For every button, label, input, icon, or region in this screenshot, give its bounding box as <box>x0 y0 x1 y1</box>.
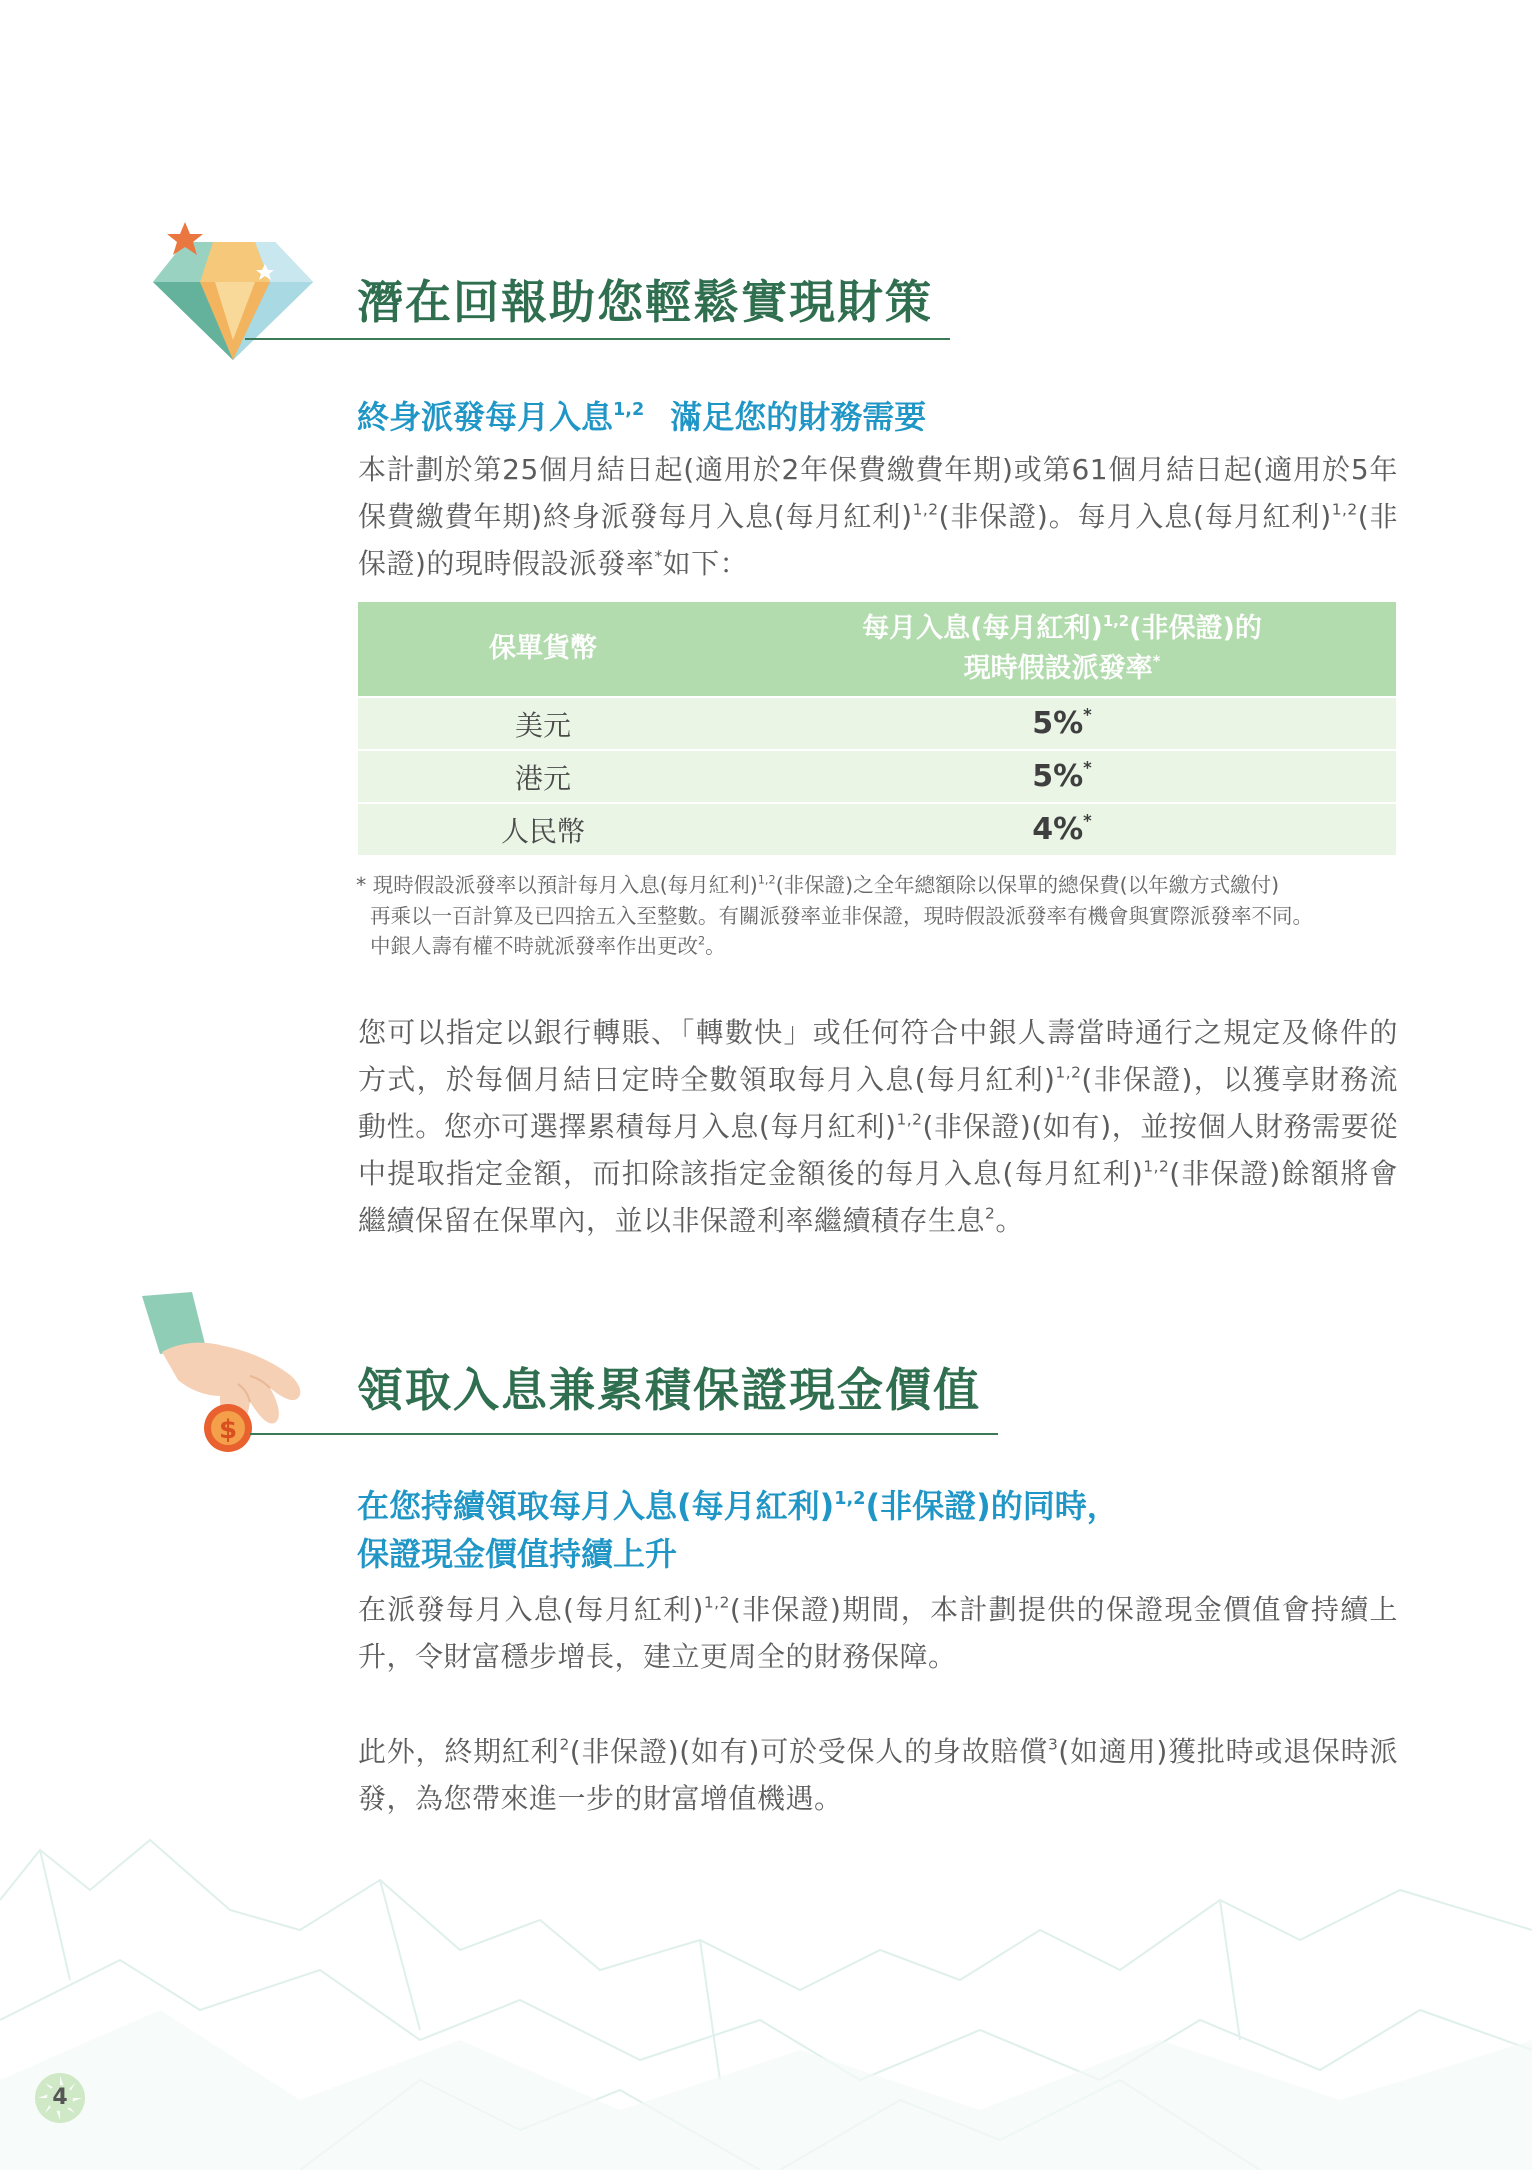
footnote-sup-3: 2 <box>698 934 706 948</box>
s2p1-text-1: 在派發每月入息(每月紅利) <box>358 1593 704 1626</box>
para2-sup-1: 1,2 <box>1055 1063 1082 1082</box>
para2-sup-2: 1,2 <box>896 1110 923 1129</box>
footnote-text-1a: * 現時假設派發率以預計每月入息(每月紅利) <box>356 873 758 897</box>
rate-mark: * <box>1083 705 1092 725</box>
rate-cell <box>728 803 1396 855</box>
para2-text-5: 。 <box>995 1204 1024 1237</box>
page-number-text: 4 <box>52 2085 68 2110</box>
subtitle2-line1a: 在您持續領取每月入息(每月紅利) <box>357 1487 835 1525</box>
para2-text-2: (非保證)，以獲享財務流動性。您亦可選擇累積每月入息(每月紅利) <box>358 1063 1398 1143</box>
rate-value: 4% <box>1032 812 1084 847</box>
header-currency: 保單貨幣 <box>358 602 728 697</box>
footnote-text-3b: 。 <box>705 934 726 958</box>
table-footnote <box>356 870 1401 962</box>
mountain-background <box>0 1780 1532 2170</box>
subtitle-rest: 滿足您的財務需要 <box>670 398 927 436</box>
rate-value: 5% <box>1032 759 1084 794</box>
para2-text-3: (非保證)(如有)，並按個人財務需要從中提取指定金額，而扣除該指定金額後的每月入息(每月紅利) <box>358 1110 1398 1190</box>
s2p2-sup-2: 3 <box>1048 1735 1059 1754</box>
subtitle-sup: 1,2 <box>613 399 645 420</box>
intro-paragraph <box>358 446 1398 587</box>
table-header-row <box>358 602 1396 697</box>
para2-text-1: 您可以指定以銀行轉賬、「轉數快」或任何符合中銀人壽當時通行之規定及條件的方式，於每個月結日定時全數領取每月入息(每月紅利) <box>358 1016 1398 1096</box>
footnote-text-1b: (非保證)之全年總額除以保單的總保費(以年繳方式繳付) <box>775 873 1280 897</box>
section-title: 領取入息兼累積保證現金價值 <box>357 1363 981 1417</box>
s2p1-text-2: (非保證)期間，本計劃提供的保證現金價值會持續上升，令財富穩步增長，建立更周全的財務保障。 <box>358 1593 1398 1673</box>
para2-text-4: (非保證)餘額將會繼續保留在保單內，並以非保證利率繼續積存生息 <box>358 1157 1398 1237</box>
subtitle-main: 終身派發每月入息 <box>357 398 614 436</box>
intro-sup-3: * <box>654 547 663 566</box>
para2-sup-4: 2 <box>985 1204 996 1223</box>
rate-mark: * <box>1083 758 1092 778</box>
s2p2-text-1: 此外，終期紅利 <box>358 1735 560 1768</box>
footnote-line-3 <box>356 931 1401 962</box>
footnote-text-3a: 中銀人壽有權不時就派發率作出更改 <box>370 934 698 958</box>
rate-value: 5% <box>1032 706 1084 741</box>
payout-rate-table <box>358 602 1396 855</box>
s2p1-sup-1: 1,2 <box>703 1593 730 1612</box>
header-rate-line2-sup: * <box>1152 651 1161 670</box>
table-row <box>358 803 1396 855</box>
currency-cell: 美元 <box>358 697 728 750</box>
diamond-star-icon <box>145 220 315 365</box>
svg-text:$: $ <box>218 1415 238 1445</box>
footnote-line-2: 再乘以一百計算及已四捨五入至整數。有關派發率並非保證，現時假設派發率有機會與實際派發率不同。 <box>370 903 1313 928</box>
subtitle2-line2: 保證現金價值持續上升 <box>357 1535 678 1573</box>
section-title-underline <box>250 1433 998 1435</box>
section-subtitle <box>357 392 926 438</box>
intro-text-1: 本計劃於第25個月結日起(適用於2年保費繳費年期)或第61個月結日起(適用於5年保費繳費年期)終身派發每月入息(每月紅利) <box>358 453 1398 533</box>
subtitle2-line1b: (非保證)的同時， <box>865 1487 1119 1525</box>
header-rate-sup: 1,2 <box>1102 611 1130 630</box>
withdrawal-paragraph <box>358 1009 1398 1244</box>
section-title-underline <box>245 338 950 340</box>
cash-value-paragraph <box>358 1586 1398 1680</box>
intro-text-3: (非保證)的現時假設派發率 <box>358 500 1398 580</box>
page-number <box>34 2072 86 2124</box>
header-rate-line1: 每月入息(每月紅利) <box>862 613 1103 644</box>
section-title: 潛在回報助您輕鬆實現財策 <box>357 275 933 329</box>
rate-cell <box>728 697 1396 750</box>
para2-sup-3: 1,2 <box>1143 1157 1170 1176</box>
currency-cell: 人民幣 <box>358 803 728 855</box>
footnote-line-1 <box>356 870 1401 901</box>
intro-sup-1: 1,2 <box>912 500 939 519</box>
terminal-bonus-paragraph <box>358 1728 1398 1822</box>
footnote-sup-1: 1,2 <box>757 873 776 887</box>
s2p2-text-2: (非保證)(如有)可於受保人的身故賠償 <box>569 1735 1048 1768</box>
intro-text-4: 如下： <box>662 547 749 580</box>
subtitle2-sup: 1,2 <box>834 1488 866 1509</box>
section-subtitle <box>357 1482 1119 1578</box>
rate-cell <box>728 750 1396 803</box>
header-rate <box>728 602 1396 697</box>
table-row <box>358 750 1396 803</box>
intro-text-2: (非保證)。每月入息(每月紅利) <box>938 500 1332 533</box>
s2p2-text-3: (如適用)獲批時或退保時派發，為您帶來進一步的財富增值機遇。 <box>358 1735 1398 1815</box>
s2p2-sup-1: 2 <box>559 1735 570 1754</box>
rate-mark: * <box>1083 811 1092 831</box>
currency-cell: 港元 <box>358 750 728 803</box>
header-rate-line1b: (非保證)的 <box>1129 613 1262 644</box>
table-row <box>358 697 1396 750</box>
intro-sup-2: 1,2 <box>1331 500 1358 519</box>
header-rate-line2: 現時假設派發率 <box>963 653 1153 684</box>
